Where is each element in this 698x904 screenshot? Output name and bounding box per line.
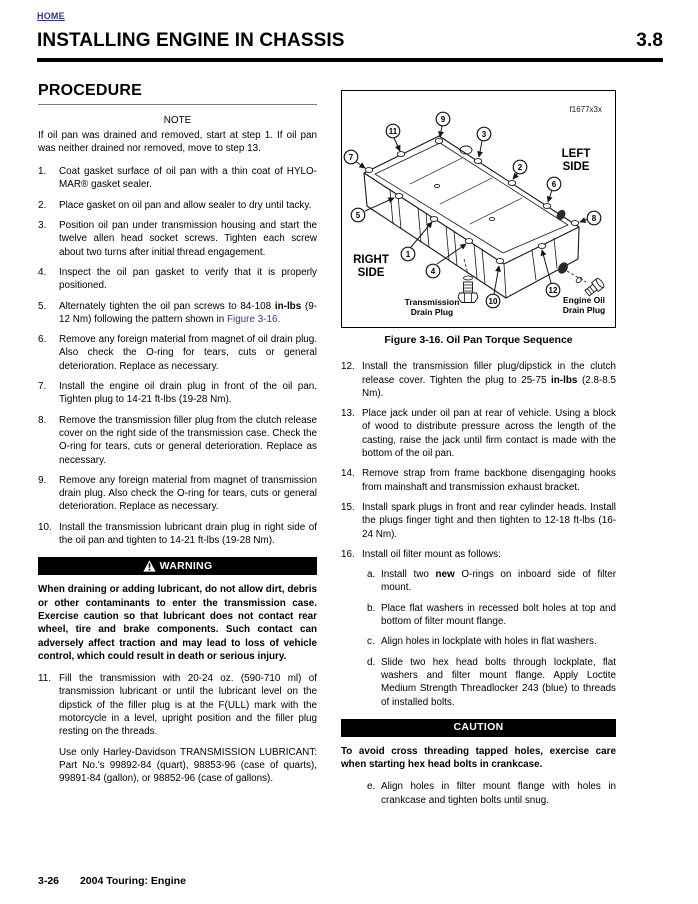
warning-triangle-icon xyxy=(143,560,156,572)
step-text: Place jack under oil pan at rear of vehicle. Using a block of wood to distribute pressure across the length of the casting, raise the jack until firm contact is made with the bottom of the oil pan. xyxy=(362,408,616,460)
footer-page-number: 3-26 xyxy=(38,875,60,887)
step-number: 12. xyxy=(341,361,355,373)
substep-text: Align holes in filter mount flange with holes in crankcase and tighten bolts until snug. xyxy=(381,781,616,806)
substep-text: Align holes in lockplate with holes in flat washers. xyxy=(381,636,597,648)
right-side-label: RIGHT xyxy=(353,254,389,266)
figure-image-code: f1677x3x xyxy=(569,105,602,114)
procedure-step-6 xyxy=(38,333,317,373)
left-column xyxy=(38,84,317,792)
rim-tab xyxy=(460,146,472,154)
step-number: 3. xyxy=(38,220,47,232)
procedure-step-9 xyxy=(38,474,317,514)
procedure-step-2 xyxy=(38,199,317,212)
step-text: Install the transmission lubricant drain plug in right side of the oil pan and tighten to 14-21 ft-lbs (19-28 Nm). xyxy=(59,521,317,547)
substep-e xyxy=(367,780,616,807)
caution-text: To avoid cross threading tapped holes, exercise care when starting hex head bolts in crankcase. xyxy=(341,745,616,771)
step-number: 8. xyxy=(38,414,47,426)
substep-text: Install two new O-rings on inboard side of filter mount. xyxy=(381,569,616,594)
step-number: 9. xyxy=(38,474,47,486)
step-number: 15. xyxy=(341,501,355,513)
step-text: Install oil filter mount as follows: xyxy=(362,548,501,560)
substep-letter: a. xyxy=(367,569,376,581)
svg-text:9: 9 xyxy=(440,114,446,124)
svg-text:4: 4 xyxy=(430,266,436,276)
procedure-step-1 xyxy=(38,165,317,192)
substep-b xyxy=(367,602,616,629)
drain-hole-boss xyxy=(556,261,570,276)
step-number: 4. xyxy=(38,266,47,278)
procedure-step-3 xyxy=(38,219,317,259)
torque-callout-10 xyxy=(486,294,500,308)
svg-text:12: 12 xyxy=(548,285,558,295)
step-text: Fill the transmission with 20-24 oz. (590-710 ml) of transmission lubricant or until the lubricant level on the dipstick of the filler plug is at the F(ULL) mark with the motorcycle in a level, upright position and the filler plug resting on the threads. xyxy=(59,673,317,738)
step-text: Coat gasket surface of oil pan with a thin coat of HYLO-MAR® gasket sealer. xyxy=(59,166,317,191)
procedure-rule xyxy=(38,104,317,105)
warning-label: WARNING xyxy=(159,559,213,572)
procedure-step-13 xyxy=(341,407,616,460)
svg-text:7: 7 xyxy=(348,152,354,162)
substep-letter: e. xyxy=(367,781,376,793)
oil-pan-torque-sequence-drawing xyxy=(342,91,614,326)
home-link[interactable]: HOME xyxy=(37,11,65,21)
transmission-drain-plug-drawing xyxy=(458,259,478,303)
svg-text:8: 8 xyxy=(591,213,597,223)
step-number: 1. xyxy=(38,166,47,178)
step-text: Position oil pan under transmission housing and start the twelve allen head socket screws. Tighten each screw about two turns after initial thread engagement. xyxy=(59,220,317,258)
torque-callout-1 xyxy=(401,247,415,261)
substep-letter: b. xyxy=(367,602,376,614)
procedure-step-15 xyxy=(341,501,616,541)
figure-reference-link[interactable]: Figure 3-16. xyxy=(226,313,281,325)
warning-banner xyxy=(38,557,317,575)
step-number: 2. xyxy=(38,199,47,211)
step-text: Remove the transmission filler plug from the clutch release cover on the right side of the transmission case. Check the O-ring for tears, cuts or general deterioration. Replace as necessary. xyxy=(59,414,317,466)
substep-text: Place flat washers in recessed bolt holes at top and bottom of filter mount flange. xyxy=(381,602,616,628)
right-side-label: SIDE xyxy=(357,267,385,279)
note-label: NOTE xyxy=(163,115,192,127)
procedure-heading: PROCEDURE xyxy=(38,82,143,99)
procedure-step-7 xyxy=(38,380,317,407)
step-number: 5. xyxy=(38,300,47,312)
figure-3-16 xyxy=(341,90,616,328)
procedure-step-4 xyxy=(38,266,317,293)
engine-oil-drain-plug-drawing xyxy=(567,271,605,297)
transmission-drain-plug-label: Drain Plug xyxy=(410,307,454,317)
step-text: Install the transmission filler plug/dipstick in the clutch release cover. Tighten the plug to 25-75 in-lbs (2.8-8.5 Nm). xyxy=(362,361,616,399)
torque-callout-2 xyxy=(513,160,527,174)
page-header xyxy=(37,30,663,52)
torque-callout-11 xyxy=(386,124,400,138)
left-side-label: LEFT xyxy=(561,148,591,160)
step-text: Remove any foreign material from magnet of oil drain plug. Also check the O-ring for tears, cuts or general deterioration. Replace as necessary. xyxy=(59,334,317,372)
header-rule xyxy=(37,58,663,62)
procedure-step-11 xyxy=(38,672,317,738)
torque-callout-7 xyxy=(344,150,358,164)
page-title: INSTALLING ENGINE IN CHASSIS xyxy=(37,30,345,51)
svg-text:2: 2 xyxy=(517,162,523,172)
section-number: 3.8 xyxy=(636,30,663,51)
svg-text:3: 3 xyxy=(481,129,487,139)
warning-text: When draining or adding lubricant, do not allow dirt, debris or other contaminants to enter the transmission case. Exercise caution so that lubricant does not contact rear wheel, tire and brake components. Such contact can adversely affect traction and may lead to loss of vehicle control, which could result in death or serious injury. xyxy=(38,584,317,662)
procedure-step-12 xyxy=(341,360,616,400)
torque-callout-9 xyxy=(436,112,450,126)
substep-letter: d. xyxy=(367,656,376,668)
step-text: Remove strap from frame backbone disengaging hooks from mainshaft and transmission exhaust bracket. xyxy=(362,468,616,493)
torque-callout-8 xyxy=(587,211,601,225)
substep-d xyxy=(367,656,616,709)
step-text: Install the engine oil drain plug in front of the oil pan. Tighten plug to 14-21 ft-lbs (19-28 Nm). xyxy=(59,381,317,406)
torque-callout-4 xyxy=(426,264,440,278)
procedure-step-16 xyxy=(341,548,616,561)
step-text: Install spark plugs in front and rear cylinder heads. Install the plugs finger tight and then tighten to 12-18 ft-lbs (16-24 Nm). xyxy=(362,501,616,540)
left-side-label: SIDE xyxy=(562,161,590,173)
step-11-extra-paragraph: Use only Harley-Davidson TRANSMISSION LUBRICANT: Part No.'s 99892-84 (quart), 98853-96 (case of quarts), 99891-84 (gallon), or 98852-96 (case of gallons). xyxy=(59,746,317,785)
page-footer xyxy=(38,875,186,887)
step-number: 16. xyxy=(341,548,355,560)
step-text: Inspect the oil pan gasket to verify that it is properly positioned. xyxy=(59,266,317,292)
procedure-step-5 xyxy=(38,300,317,327)
svg-text:10: 10 xyxy=(488,296,498,306)
caution-label: CAUTION xyxy=(453,721,504,734)
engine-oil-drain-plug-label: Drain Plug xyxy=(562,305,606,315)
svg-text:5: 5 xyxy=(355,210,361,220)
substep-a xyxy=(367,568,616,595)
svg-text:1: 1 xyxy=(405,249,411,259)
torque-callout-5 xyxy=(351,208,365,222)
footer-section-label: 2004 Touring: Engine xyxy=(79,875,186,887)
step-number: 10. xyxy=(38,521,52,533)
procedure-step-8 xyxy=(38,414,317,467)
step-number: 14. xyxy=(341,468,355,480)
magnet-boss xyxy=(555,208,567,222)
caution-banner xyxy=(341,719,616,737)
torque-callout-3 xyxy=(477,127,491,141)
engine-oil-drain-plug-label: Engine Oil xyxy=(562,295,606,305)
step-number: 7. xyxy=(38,381,47,393)
svg-text:11: 11 xyxy=(388,126,398,136)
svg-text:6: 6 xyxy=(551,179,557,189)
step-number: 6. xyxy=(38,334,47,346)
substep-letter: c. xyxy=(367,636,375,648)
right-column xyxy=(341,90,616,814)
step-text: Alternately tighten the oil pan screws to 84-108 in-lbs (9-12 Nm) following the pattern shown in Figure 3-16. xyxy=(59,300,318,325)
step-text: Remove any foreign material from magnet of transmission drain plug. Also check the O-ring for tears, cuts or general deterioration. Replace as necessary. xyxy=(59,474,317,513)
substep-text: Slide two hex head bolts through lockplate, flat washers and filter mount flange. Apply Loctite Medium Strength Threadlocker 243 (blue) to threads of installed bolts. xyxy=(381,656,616,708)
substep-c xyxy=(367,635,616,648)
torque-callout-6 xyxy=(547,177,561,191)
step-number: 11. xyxy=(38,673,51,685)
step-number: 13. xyxy=(341,408,355,420)
figure-caption: Figure 3-16. Oil Pan Torque Sequence xyxy=(384,334,573,346)
step-text: Place gasket on oil pan and allow sealer to dry until tacky. xyxy=(59,199,312,211)
oil-pan-rim xyxy=(364,136,579,264)
transmission-drain-plug-label: Transmission xyxy=(404,297,460,307)
procedure-step-14 xyxy=(341,467,616,494)
procedure-step-10 xyxy=(38,521,317,548)
note-text: If oil pan was drained and removed, start at step 1. If oil pan was neither drained nor removed, move to step 13. xyxy=(38,129,317,154)
torque-callout-12 xyxy=(546,283,560,297)
